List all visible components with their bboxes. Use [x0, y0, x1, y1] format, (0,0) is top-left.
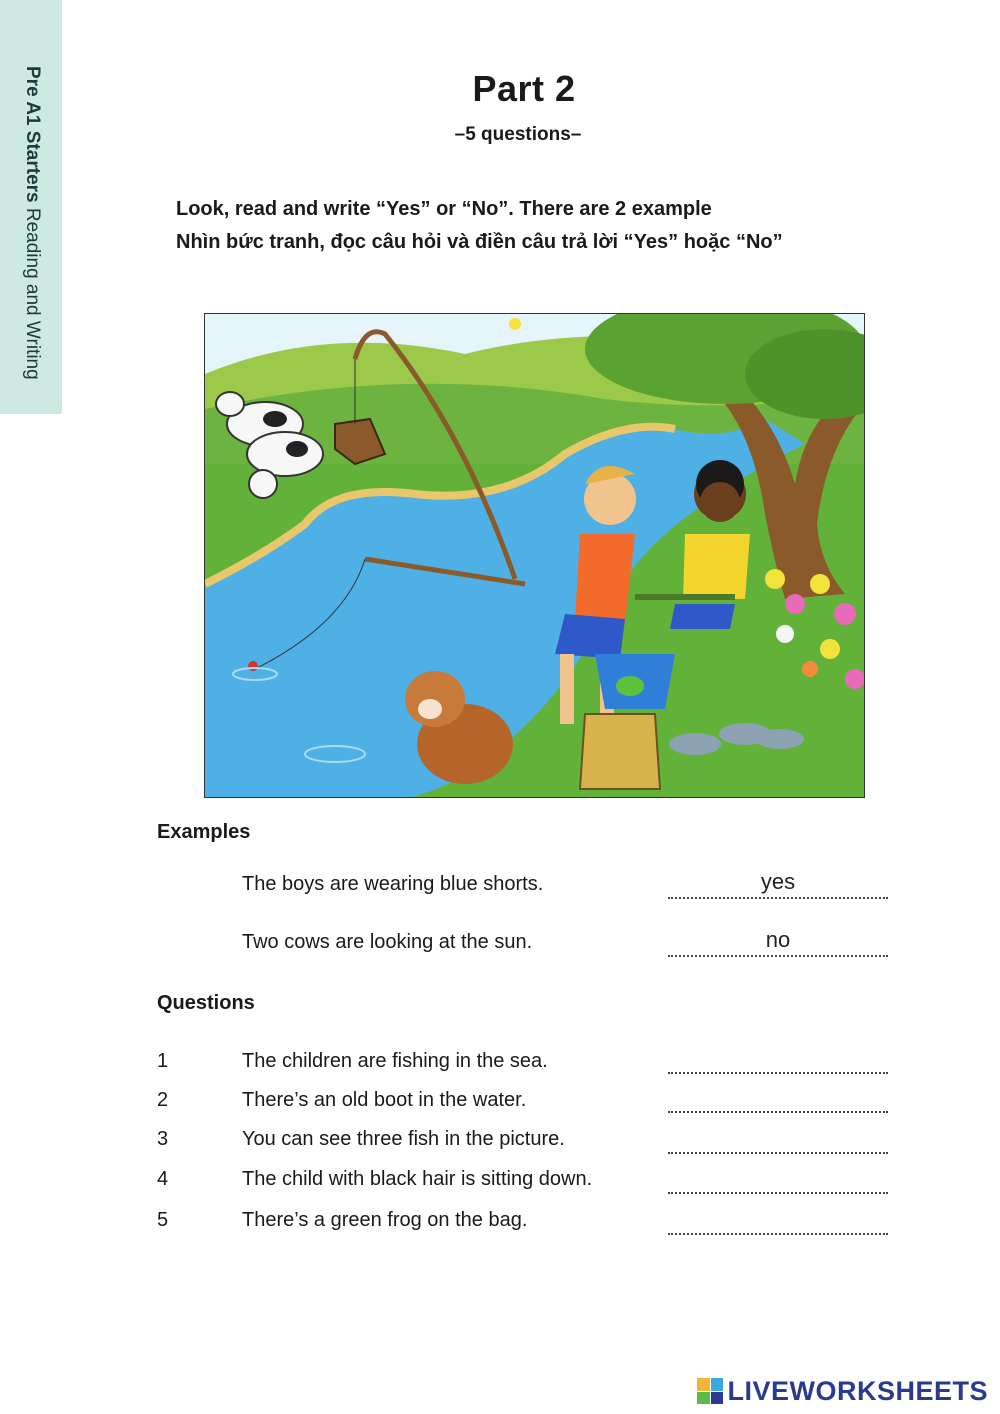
answer-field-3[interactable]: [668, 1126, 888, 1154]
questions-heading: Questions: [157, 992, 255, 1014]
examples-heading: Examples: [157, 821, 251, 843]
question-row: [0, 1209, 1000, 1239]
question-row: [0, 1128, 1000, 1158]
question-row: [0, 1168, 1000, 1198]
example-answer: yes: [668, 871, 888, 899]
side-tab-level: Pre A1 Starters: [22, 66, 43, 203]
question-row: [0, 1050, 1000, 1080]
page-title: Part 2: [472, 68, 576, 109]
backpack: [580, 714, 660, 789]
sun-icon: [509, 318, 521, 330]
example-sentence: The boys are wearing blue shorts.: [242, 873, 544, 895]
question-sentence: The child with black hair is sitting down.: [242, 1168, 593, 1190]
example-answer: no: [668, 929, 888, 957]
question-row: [0, 1089, 1000, 1119]
question-number: 2: [157, 1089, 169, 1111]
example-row: [0, 869, 1000, 903]
question-sentence: You can see three fish in the picture.: [242, 1128, 565, 1150]
question-number: 3: [157, 1128, 169, 1150]
example-row: [0, 927, 1000, 961]
side-tab-label: [21, 66, 43, 380]
example-sentence: Two cows are looking at the sun.: [242, 931, 533, 953]
float-icon: [248, 661, 258, 671]
side-tab-skill: Reading and Writing: [22, 202, 43, 380]
answer-field-2[interactable]: [668, 1085, 888, 1113]
question-sentence: There’s an old boot in the water.: [242, 1089, 527, 1111]
question-number: 1: [157, 1050, 169, 1072]
frog: [616, 676, 644, 696]
question-number: 5: [157, 1209, 169, 1231]
page-subtitle: –5 questions–: [454, 124, 582, 145]
side-tab: [0, 0, 62, 414]
liveworksheets-logo-icon: [697, 1378, 723, 1404]
fishing-scene-illustration: [204, 313, 865, 798]
question-sentence: There’s a green frog on the bag.: [242, 1209, 528, 1231]
logo-text: LIVEWORKSHEETS: [727, 1375, 988, 1406]
answer-field-4[interactable]: [668, 1166, 888, 1194]
liveworksheets-logo: [697, 1376, 988, 1406]
question-sentence: The children are fishing in the sea.: [242, 1050, 548, 1072]
instruction-english: Look, read and write “Yes” or “No”. There are 2 example: [176, 198, 712, 220]
answer-field-5[interactable]: [668, 1207, 888, 1235]
instruction-vietnamese: Nhìn bức tranh, đọc câu hỏi và điền câu trả lời “Yes” hoặc “No”: [176, 231, 783, 253]
question-number: 4: [157, 1168, 169, 1190]
answer-field-1[interactable]: [668, 1046, 888, 1074]
